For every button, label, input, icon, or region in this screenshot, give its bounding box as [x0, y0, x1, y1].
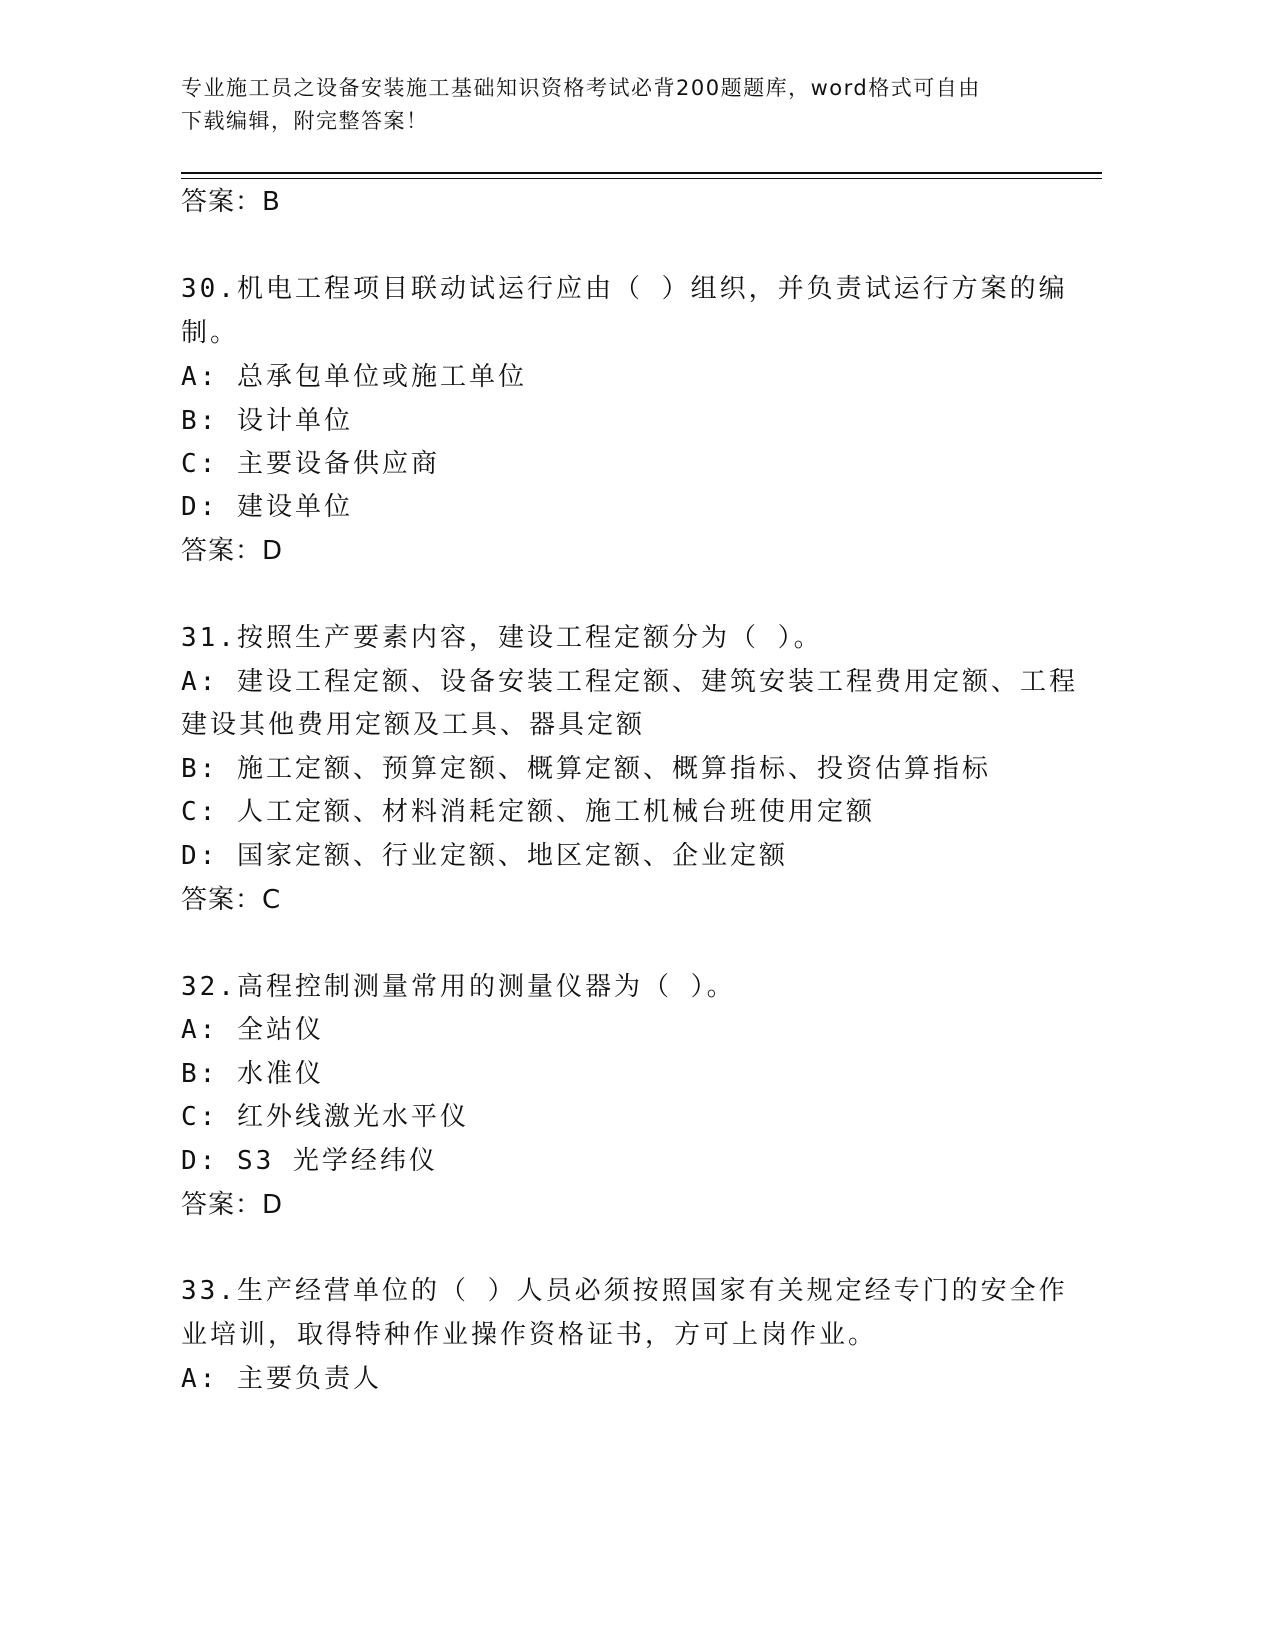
header-line-1: 专业施工员之设备安装施工基础知识资格考试必背200题题库，word格式可自由	[181, 76, 981, 100]
question-32-option-d: D: S3 光学经纬仪	[181, 1146, 438, 1176]
question-31-option-b: B: 施工定额、预算定额、概算定额、概算指标、投资估算指标	[181, 754, 991, 784]
answer-line: 答案：B	[181, 187, 281, 217]
question-31-answer: 答案：C	[181, 885, 282, 915]
question-31-option-a: A: 建设工程定额、设备安装工程定额、建筑安装工程费用定额、工程	[181, 667, 1078, 697]
question-31-option-d: D: 国家定额、行业定额、地区定额、企业定额	[181, 841, 788, 871]
question-30-option-a: A: 总承包单位或施工单位	[181, 362, 527, 392]
question-32-option-b: B: 水准仪	[181, 1059, 324, 1089]
question-30-option-b: B: 设计单位	[181, 406, 353, 436]
question-31-stem: 31.按照生产要素内容，建设工程定额分为（ ）。	[181, 623, 823, 653]
question-30-option-c: C: 主要设备供应商	[181, 449, 440, 479]
header-line-2: 下载编辑，附完整答案！	[181, 109, 429, 133]
question-32-option-c: C: 红外线激光水平仪	[181, 1102, 469, 1132]
question-31-option-a-continued: 建设其他费用定额及工具、器具定额	[181, 710, 646, 740]
question-33-stem: 33.生产经营单位的（ ）人员必须按照国家有关规定经专门的安全作	[181, 1276, 1068, 1306]
document-header	[181, 72, 1061, 138]
question-33-stem: 业培训，取得特种作业操作资格证书，方可上岗作业。	[181, 1320, 878, 1350]
question-32-answer: 答案：D	[181, 1190, 284, 1220]
question-30-option-d: D: 建设单位	[181, 492, 353, 522]
question-32-option-a: A: 全站仪	[181, 1015, 324, 1045]
header-rule-thin	[181, 178, 1102, 179]
question-32-stem: 32.高程控制测量常用的测量仪器为（ ）。	[181, 972, 736, 1002]
header-rule-thick	[181, 172, 1102, 174]
question-30-stem: 制。	[181, 318, 240, 348]
question-31-option-c: C: 人工定额、材料消耗定额、施工机械台班使用定额	[181, 797, 875, 827]
question-33-option-a: A: 主要负责人	[181, 1364, 382, 1394]
question-30-answer: 答案：D	[181, 536, 284, 566]
question-30-stem: 30.机电工程项目联动试运行应由（ ）组织，并负责试运行方案的编	[181, 274, 1068, 304]
